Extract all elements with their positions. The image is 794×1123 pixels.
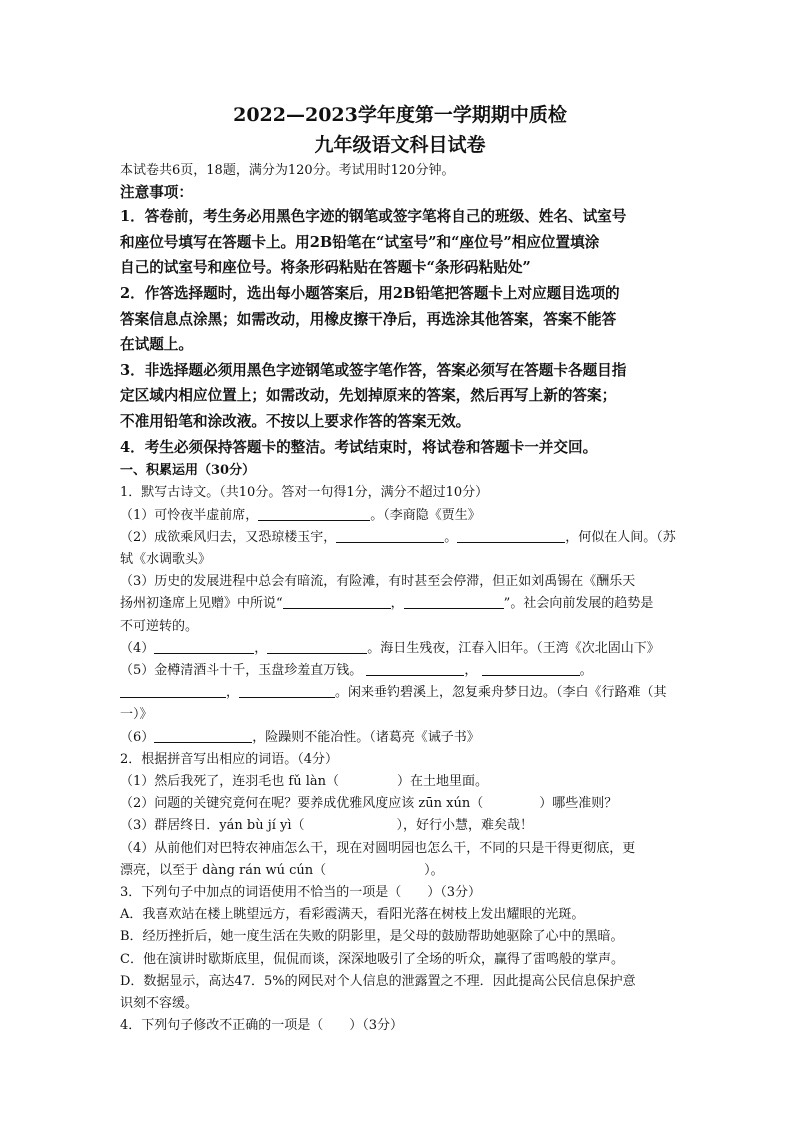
notice-list xyxy=(120,204,680,460)
question-1-item: （3）历史的发展进程中总会有暗流，有险滩，有时甚至会停滞，但正如刘禹锡在《酬乐天 xyxy=(120,574,636,590)
notice-line: 不准用铅笔和涂改液。不按以上要求作答的答案无效。 xyxy=(120,412,471,430)
question-1-stem: 1．默写古诗文。（共10分。答对一句得1分，满分不超过10分） xyxy=(120,485,489,501)
option-d-cont: 识刻不容缓。 xyxy=(120,996,199,1012)
answer-blank[interactable] xyxy=(120,683,226,698)
answer-blank[interactable] xyxy=(267,639,367,654)
answer-blank[interactable] xyxy=(336,528,444,543)
notice-line: 3．非选择题必须用黑色字迹钢笔或签字笔作答，答案必须写在答题卡各题目指 xyxy=(120,361,627,379)
question-2-stem: 2．根据拼音写出相应的词语。（4分） xyxy=(120,751,339,767)
option-d: D．数据显示，高达47．5%的网民对个人信息的泄露置之不理．因此提高公民信息保护意 xyxy=(120,973,636,989)
answer-blank[interactable] xyxy=(283,594,391,609)
exam-title: 2022—2023学年度第一学期期中质检 xyxy=(233,104,567,126)
question-2-item: （2）问题的关键究竟何在呢？要养成优雅风度应该 zūn xún（ ）哪些准则？ xyxy=(120,796,618,812)
answer-blank[interactable] xyxy=(239,683,335,698)
answer-blank[interactable] xyxy=(258,506,370,521)
exam-page xyxy=(120,100,680,1037)
question-3-stem: 3．下列句子中加点的词语使用不恰当的一项是（ ）（3分） xyxy=(120,885,482,900)
answer-blank[interactable] xyxy=(154,728,252,743)
question-2-item: 漂亮，以至于 dàng rán wú cún（ ）。 xyxy=(120,862,444,878)
question-1-item: （1）可怜夜半虚前席， 。（李商隐《贾生》 xyxy=(120,507,481,523)
notice-label: 注意事项： xyxy=(120,184,193,202)
notice-line: 定区域内相应位置上；如需改动，先划掉原来的答案，然后再写上新的答案； xyxy=(120,387,617,405)
question-1-item: 一）》 xyxy=(120,707,153,723)
question-1-item: （6） ，险躁则不能冶性。（诸葛亮《诫子书》 xyxy=(120,729,480,745)
question-4-stem: 4．下列句子修改不正确的一项是（ ）（3分） xyxy=(120,1018,404,1034)
question-2-item: （4）从前他们对巴特农神庙怎么干，现在对圆明园也怎么干，不同的只是干得更彻底，更 xyxy=(120,840,636,856)
answer-blank[interactable] xyxy=(366,661,464,676)
notice-line: 自己的试室号和座位号。将条形码粘贴在答题卡“条形码粘贴处” xyxy=(120,259,531,277)
notice-line: 和座位号填写在答题卡上。用2B铅笔在“试室号”和“座位号”相应位置填涂 xyxy=(120,233,600,251)
question-1-item: ， 。闲来垂钓碧溪上，忽复乘舟梦日边。（李白《行路难（其 xyxy=(120,682,680,704)
question-2-item: （3）群居终日．yán bù jí yì（ ），好行小慧，难矣哉！ xyxy=(120,818,534,834)
question-1-item: （4） ， 。海日生残夜，江春入旧年。（王湾《次北固山下》 xyxy=(120,640,660,656)
notice-line: 答案信息点涂黑；如需改动，用橡皮擦干净后，再选涂其他答案，答案不能答 xyxy=(120,310,617,328)
question-1-item: 不可逆转的。 xyxy=(120,618,199,634)
exam-info: 本试卷共6页，18题，满分为120分。考试用时120分钟。 xyxy=(120,163,455,178)
option-a: A．我喜欢站在楼上眺望远方，看彩霞满天，看阳光落在树枝上发出耀眼的光斑。 xyxy=(120,907,585,923)
notice-line: 1．答卷前，考生务必用黑色字迹的钢笔或签字笔将自己的班级、姓名、试室号 xyxy=(120,208,627,226)
notice-line: 在试题上。 xyxy=(120,336,193,354)
question-1-item: （5）金樽清酒斗十千，玉盘珍羞直万钱。 ， 。 xyxy=(120,662,593,678)
answer-blank[interactable] xyxy=(404,594,504,609)
option-b: B．经历挫折后，她一度生活在失败的阴影里，是父母的鼓励帮助她驱除了心中的黑暗。 xyxy=(120,929,624,945)
question-2-item: （1）然后我死了，连羽毛也 fǔ làn（ ）在土地里面。 xyxy=(120,773,489,789)
answer-blank[interactable] xyxy=(457,528,565,543)
question-1-item: 轼《水调歌头》 xyxy=(120,551,212,567)
notice-line: 2．作答选择题时，选出每小题答案后，用2B铅笔把答题卡上对应题目选项的 xyxy=(120,284,620,302)
option-c: C．他在演讲时歇斯底里，侃侃而谈，深深地吸引了全场的听众，赢得了雷鸣般的掌声。 xyxy=(120,951,624,967)
question-1-item: （2）成欲乘风归去，又恐琼楼玉宇， 。 ，何似在人间。（苏 xyxy=(120,529,676,545)
question-1-item: 扬州初逢席上见赠》中所说“ ， ”。社会向前发展的趋势是 xyxy=(120,596,654,612)
notice-line: 4．考生必须保持答题卡的整洁。考试结束时，将试卷和答题卡一并交回。 xyxy=(120,438,598,456)
exam-subtitle: 九年级语文科目试卷 xyxy=(314,134,486,156)
answer-blank[interactable] xyxy=(154,639,254,654)
section-heading: 一、积累运用（30分） xyxy=(120,463,256,479)
answer-blank[interactable] xyxy=(482,661,580,676)
